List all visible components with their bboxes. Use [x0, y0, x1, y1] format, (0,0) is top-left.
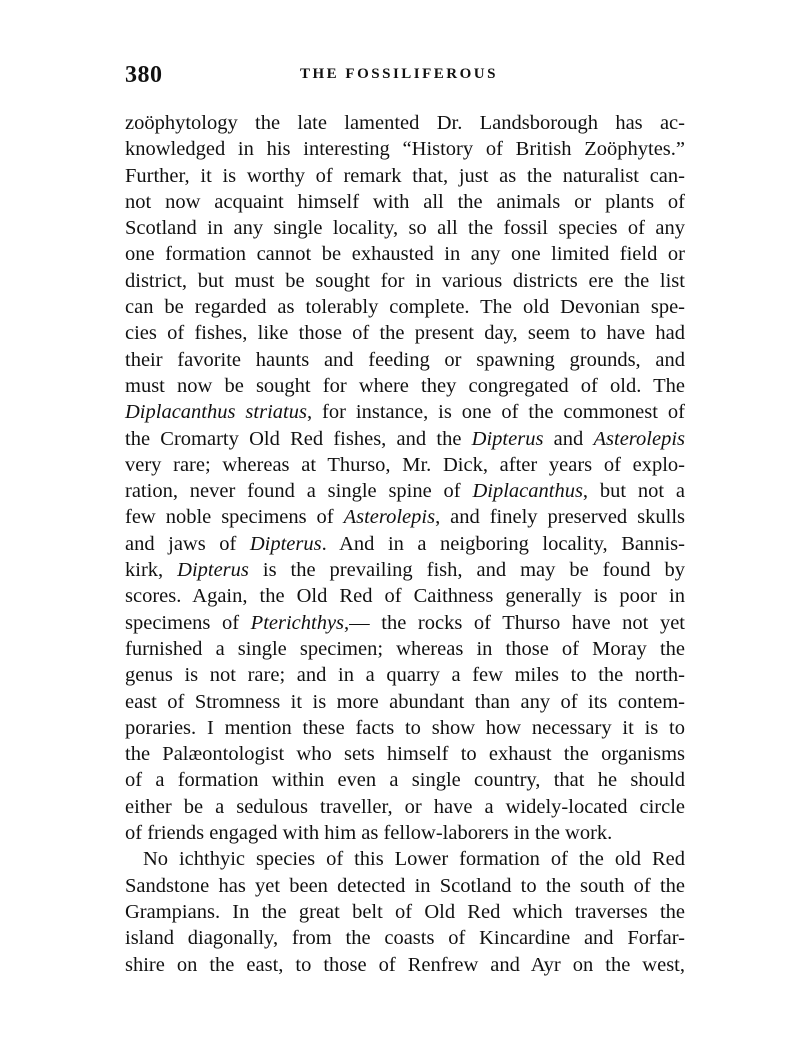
- text-line: [125, 767, 685, 793]
- text-segment: No ichthyic species of this Lower formation of the old Red: [143, 848, 685, 871]
- text-segment: must now be sought for where they congregated of old. The: [125, 374, 685, 397]
- text-line: [125, 110, 685, 136]
- text-line: [125, 557, 685, 583]
- text-segment: , and finely preserved skulls: [435, 506, 685, 529]
- text-segment: scores. Again, the Old Red of Caithness generally is poor in: [125, 585, 685, 608]
- text-line: [125, 136, 685, 162]
- text-line: [125, 531, 685, 557]
- text-segment: Further, it is worthy of remark that, just as the naturalist can-: [125, 164, 685, 187]
- text-segment: specimens of: [125, 611, 251, 634]
- text-segment: kirk,: [125, 559, 178, 582]
- text-segment: cies of fishes, like those of the present day, seem to have had: [125, 322, 685, 345]
- text-segment: the Palæontologist who sets himself to exhaust the organisms: [125, 743, 685, 766]
- italic-segment: Diplacanthus striatus: [125, 401, 307, 424]
- text-line: [125, 241, 685, 267]
- text-segment: ,— the rocks of Thurso have not yet: [344, 611, 685, 634]
- text-segment: one formation cannot be exhausted in any one limited field or: [125, 243, 685, 266]
- text-line: [125, 320, 685, 346]
- text-segment: east of Stromness it is more abundant than any of its contem-: [125, 690, 685, 713]
- text-line: [125, 504, 685, 530]
- text-segment: and: [543, 427, 594, 450]
- text-segment: zoöphytology the late lamented Dr. Landsborough has ac-: [125, 112, 685, 134]
- italic-segment: Diplacanthus: [472, 480, 583, 503]
- text-segment: , but not a: [582, 480, 685, 503]
- text-line: [125, 583, 685, 609]
- text-segment: either be a sedulous traveller, or have a widely-located circle: [125, 795, 685, 818]
- text-line: [125, 636, 685, 662]
- text-line: [125, 873, 685, 899]
- text-line: [125, 294, 685, 320]
- page-number: 380: [125, 62, 163, 88]
- text-line: [125, 610, 685, 636]
- text-segment: . And in a neigboring locality, Bannis-: [321, 532, 685, 555]
- italic-segment: Dipterus: [249, 532, 322, 555]
- text-segment: poraries. I mention these facts to show how necessary it is to: [125, 716, 685, 739]
- text-segment: Scotland in any single locality, so all the fossil species of any: [125, 217, 685, 240]
- text-segment: of friends engaged with him as fellow-laborers in the work.: [125, 822, 613, 845]
- running-title: THE FOSSILIFEROUS: [300, 66, 498, 82]
- italic-segment: Dipterus: [177, 559, 249, 582]
- text-line: [125, 689, 685, 715]
- text-segment: district, but must be sought for in various districts ere the list: [125, 269, 685, 292]
- paragraph-first-line: [125, 846, 685, 872]
- text-line: [125, 662, 685, 688]
- text-segment: can be regarded as tolerably complete. The old Devonian spe-: [125, 296, 685, 319]
- text-line: [125, 899, 685, 925]
- text-line: [125, 268, 685, 294]
- text-segment: is the prevailing fish, and may be found by: [248, 559, 685, 582]
- body-text: [125, 110, 685, 978]
- italic-segment: Pterichthys: [250, 611, 345, 634]
- text-line: [125, 794, 685, 820]
- text-line: [125, 189, 685, 215]
- text-segment: genus is not rare; and in a quarry a few miles to the north-: [125, 664, 685, 687]
- text-segment: shire on the east, to those of Renfrew and Ayr on the west,: [125, 953, 685, 976]
- text-line: [125, 478, 685, 504]
- text-line: [125, 741, 685, 767]
- text-line: [125, 715, 685, 741]
- text-line: [125, 452, 685, 478]
- running-head: [125, 62, 685, 92]
- text-segment: the Cromarty Old Red fishes, and the: [125, 427, 472, 450]
- text-line: [125, 347, 685, 373]
- text-segment: their favorite haunts and feeding or spawning grounds, and: [125, 348, 685, 371]
- text-segment: island diagonally, from the coasts of Kincardine and Forfar-: [125, 927, 685, 950]
- text-line: [125, 163, 685, 189]
- text-line: [125, 925, 685, 951]
- text-segment: knowledged in his interesting “History of British Zoöphytes.”: [125, 138, 685, 161]
- italic-segment: Asterolepis: [343, 506, 436, 529]
- text-segment: very rare; whereas at Thurso, Mr. Dick, after years of explo-: [125, 453, 685, 476]
- text-line: [125, 399, 685, 425]
- text-segment: not now acquaint himself with all the animals or plants of: [125, 190, 685, 213]
- text-segment: ration, never found a single spine of: [125, 480, 473, 503]
- text-line: [125, 426, 685, 452]
- text-line: [125, 215, 685, 241]
- text-segment: , for instance, is one of the commonest of: [306, 401, 685, 424]
- italic-segment: Asterolepis: [593, 427, 685, 450]
- text-line: [125, 952, 685, 978]
- text-segment: furnished a single specimen; whereas in those of Moray the: [125, 637, 685, 660]
- text-segment: of a formation within even a single country, that he should: [125, 769, 685, 792]
- text-segment: and jaws of: [125, 532, 250, 555]
- text-segment: Grampians. In the great belt of Old Red which traverses the: [125, 900, 685, 923]
- text-segment: Sandstone has yet been detected in Scotland to the south of the: [125, 874, 685, 897]
- italic-segment: Dipterus: [471, 427, 544, 450]
- paragraph-last-line: [125, 820, 685, 846]
- text-line: [125, 373, 685, 399]
- text-segment: few noble specimens of: [125, 506, 344, 529]
